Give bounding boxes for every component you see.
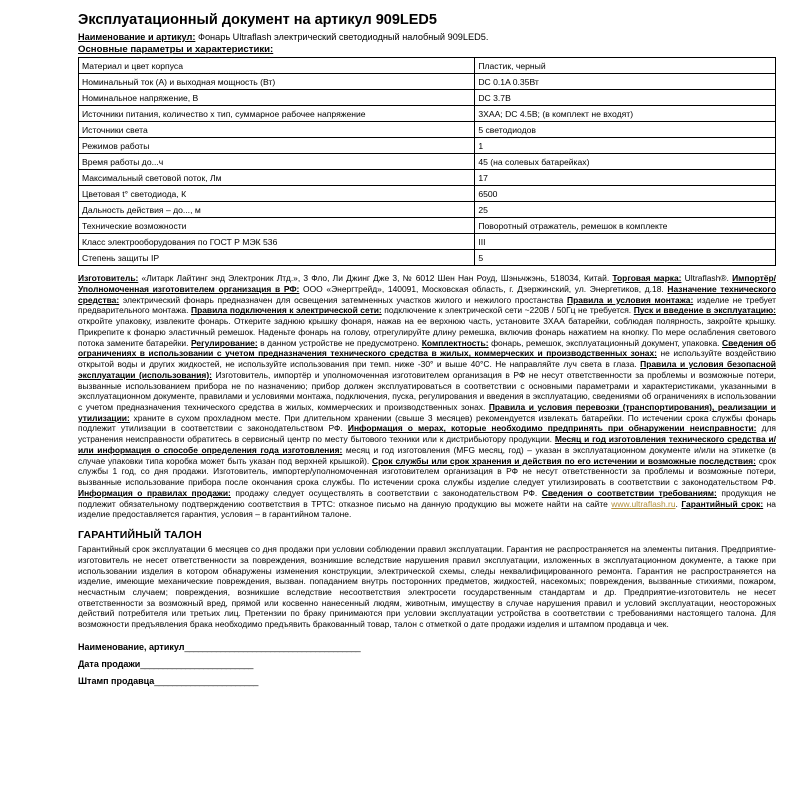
form-field[interactable] <box>78 673 776 690</box>
form-field-blank[interactable]: _______________________ <box>154 676 258 687</box>
spec-value: 3ХАА; DC 4.5В; (в комплект не входят) <box>475 106 776 122</box>
spec-value: 45 (на солевых батарейках) <box>475 154 776 170</box>
spec-value: DC 0.1A 0.35Вт <box>475 74 776 90</box>
specs-table <box>78 57 776 266</box>
form-field-blank[interactable]: _______________________________________ <box>184 641 361 652</box>
name-article-label: Наименование и артикул: <box>78 31 196 42</box>
spec-value: DC 3.7B <box>475 90 776 106</box>
table-row <box>79 58 776 74</box>
spec-key: Степень защиты IP <box>79 250 475 266</box>
page-title: Эксплуатационный документ на артикул 909LED5 <box>78 12 437 28</box>
spec-key: Цветовая t° светодиода, К <box>79 186 475 202</box>
spec-key: Номинальный ток (А) и выходная мощность (Вт) <box>79 74 475 90</box>
spec-key: Дальность действия – до..., м <box>79 202 475 218</box>
spec-key: Материал и цвет корпуса <box>79 58 475 74</box>
spec-key: Класс электрооборудования по ГОСТ Р МЭК 536 <box>79 234 475 250</box>
spec-value: 1 <box>475 138 776 154</box>
warranty-heading: ГАРАНТИЙНЫЙ ТАЛОН <box>78 529 202 542</box>
table-row <box>79 122 776 138</box>
table-row <box>79 106 776 122</box>
specs-table-body <box>79 58 776 266</box>
form-field[interactable] <box>78 639 776 656</box>
spec-key: Номинальное напряжение, В <box>79 90 475 106</box>
fill-in-fields <box>78 639 776 690</box>
spec-value: Пластик, черный <box>475 58 776 74</box>
body-text: Изготовитель: «Литарк Лайтинг энд Электроник Лтд.», 3 Фло, Ли Джинг Дже 3, № 6012 Шен Нан Роуд, Шэньчжэнь, 518034, Китай. Торговая марка: Ultraflash®. Импортёр/Уполномоченная изготовителем организация в РФ: ООО «Энергтрейд», 140091, Московская область, г. Дзержинский, ул. Энергетиков, д.18. Назначение технического средства: электрический фонарь предназначен для освещения затемненных участков жилого и нежилого простанства Правила и условия монтажа: изделие не требует предварительного монтажа. Правила подключения к электрической сети: подключение к электрической сети ~220В / 50Гц не требуется. Пуск и введение в эксплуатацию: откройте упаковку, извлеките фонарь. Откерите заднюю крышку фонаря, нажав на ее верхнюю часть, установите 3ХАА батарейки, соблюдая полярность, закройте крышку. Прикрепите к фонарю эластичный ремешок. Наденьте фонарь на голову, отрегулируйте длину ремешка, включив фонарь нажатием на кнопку. По мере ослабления светового потока замените батарейки. Регулирование: в данном устройстве не предусмотрено. Комплектность: фонарь, ремешок, эксплуатационный документ, упаковка. Сведения об ограничениях в использовании с учетом предназначения технического средства в жилых, коммерческих и производственных зонах: не используйте воздействию открытой воды и других жидкостей, не используйте использования при темп. ниже -30° и выше 40°С. Не направляйте луч света в глаза. Правила и условия безопасной эксплуатации (использования): Изготовитель, импортёр и уполномоченная изготовителем организация в РФ не несут ответственности за проблемы и возможные потери, вызванные использованием прибора не по назначению; прибор должен эксплуатироваться в соответствии с основными параметрами и характеристиками, указанными в эксплуатационном документе, правилами и условиями монтажа, подключения, пуска, регулирования и введения в эксплуатацию, сведениями об ограничениях в использовании с учетом предназначения технического средства в жилых, коммерческих и производственных зонах. Правила и условия перевозки (транспортирования), реализации и утилизации: храните в сухом прохладном месте. При длительном хранении (свыше 3 месяцев) рекомендуется извлекать батарейки. По истечении срока службы фонарь подлежит утилизации в соответствии с законодательством РФ. Информация о мерах, которые необходимо предпринять при обнаружении неисправности: для устранения неисправности обратитесь в сервисный центр по месту бытового техники или к дистрибьютору продукции. Месяц и год изготовления технического средства и/или информация о способе определения года изготовления: месяц и год изготовления (MFG месяц, год) – указан в эксплуатационном документе и/или на этикетке (в случае упаковки типа коробка может быть указан под верхней крышкой). Срок службы или срок хранения и действия по его истечении и возможные последствия: срок службы 1 год, со дня продажи. Изготовитель, импортер/уполномоченная изготовителем организация в РФ не несут ответственности за проблемы и возможные потери, вызванные использование прибора после окончания срока службы. По истечении срока службы изделие следует утилизировать в соответствии с законодательством РФ. Информация о правилах продажи: продажу следует осуществлять в соответствии с законодательством РФ. Сведения о соответствии требованиям: продукция не подлежит обязательному подтверждению соответствия в ТРТС: отказное письмо на данную продукцию вы можете найти на сайте www.ultraflash.ru. Гарантийный срок: на изделие предоставляется гарантия, условия – в гарантийном талоне. <box>78 273 777 520</box>
table-row <box>79 202 776 218</box>
spec-key: Максимальный световой поток, Лм <box>79 170 475 186</box>
table-row <box>79 154 776 170</box>
spec-value: 5 <box>475 250 776 266</box>
table-row <box>79 250 776 266</box>
table-row <box>79 90 776 106</box>
spec-value: 5 светодиодов <box>475 122 776 138</box>
name-article-line <box>78 32 776 44</box>
warranty-text: Гарантийный срок эксплуатации 6 месяцев со дня продажи при условии соблюдении правил эксплуатации. Гарантия не распространяется на элементы питания. Предприятие-изготовитель не несет ответственности за повреждения, возникшие вследствие нарушения правил эксплуатации, изложенных в эксплуатационном документе, а также при использовании изделия в котором обнаружены изменения конструкции, электрической схемы, следы неквалифицированного ремонта. Гарантия не распространяется на изделие, имеющие механические повреждения, вызван. попаданием внутрь посторонних предметов, жидкостей, насекомых; повреждения, вызванные стихиями, пожаром, несчастным случаем; повреждения, возникшие вследствие несоответствия электросети государственным стандартам и др. Предприятие-изготовитель не несет ответственности за возможный вред, прямой или косвенно нанесенный людям, животным, имуществу в случае нарушения правил и условий эксплуатации, неосторожных действий потребителя или третьих лиц. Претензии по браку принимаются при условии эксплуатации устройства в соответствии с требованиями настоящего талона. Для возможности предъявления брака необходимо предъявить бракованный товар, талон с отметкой о дате продажи изделия и штампом продавца и чек. <box>78 544 776 630</box>
table-row <box>79 234 776 250</box>
form-field[interactable] <box>78 656 776 673</box>
spec-value: III <box>475 234 776 250</box>
spec-key: Источники света <box>79 122 475 138</box>
spec-value: Поворотный отражатель, ремешок в комплекте <box>475 218 776 234</box>
table-row <box>79 170 776 186</box>
form-field-label: Наименование, артикул <box>78 641 185 652</box>
spec-value: 17 <box>475 170 776 186</box>
table-row <box>79 74 776 90</box>
table-row <box>79 218 776 234</box>
form-field-blank[interactable]: _________________________ <box>140 659 253 670</box>
name-article-value: Фонарь Ultraflash электрический светодиодный налобный 909LED5. <box>197 31 489 42</box>
spec-key: Источники питания, количество х тип, суммарное рабочее напряжение <box>79 106 475 122</box>
table-row <box>79 186 776 202</box>
spec-key: Режимов работы <box>79 138 475 154</box>
spec-value: 25 <box>475 202 776 218</box>
form-field-label: Дата продажи <box>78 659 141 670</box>
spec-key: Технические возможности <box>79 218 475 234</box>
form-field-label: Штамп продавца <box>78 676 155 687</box>
spec-value: 6500 <box>475 186 776 202</box>
spec-key: Время работы до...ч <box>79 154 475 170</box>
params-heading: Основные параметры и характеристики: <box>78 44 274 56</box>
table-row <box>79 138 776 154</box>
